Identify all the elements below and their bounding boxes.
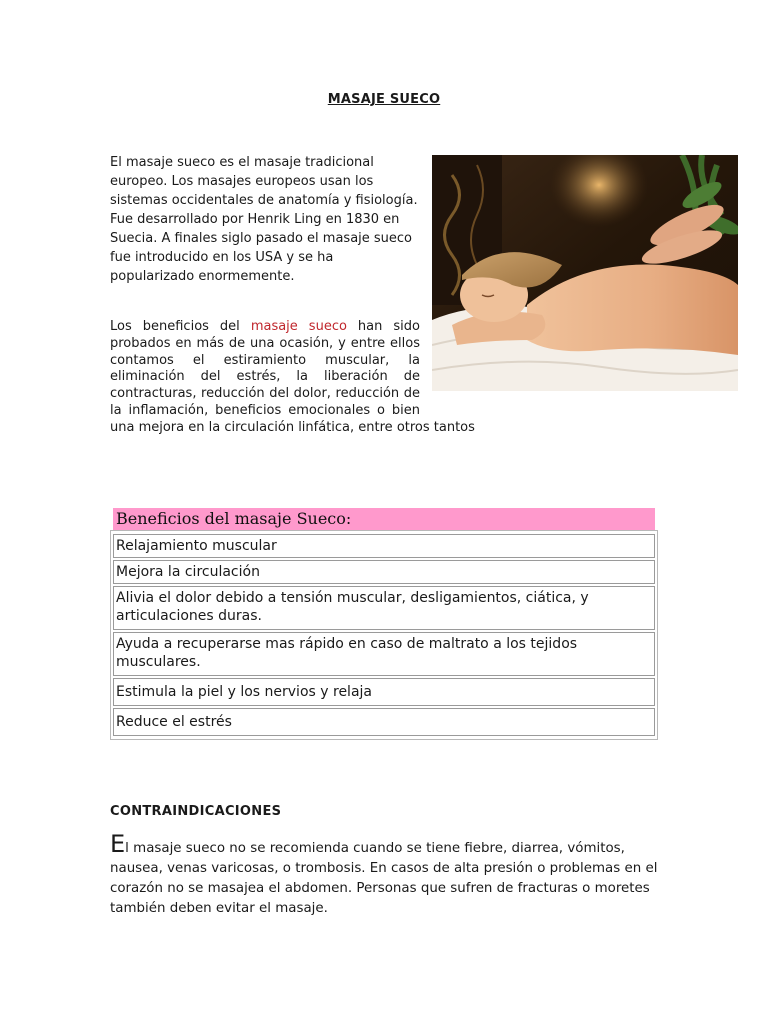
table-row: Estimula la piel y los nervios y relaja [113,678,655,706]
masaje-sueco-link[interactable]: masaje sueco [250,319,347,334]
contraindications-heading: CONTRAINDICACIONES [110,804,282,819]
benefits-list [110,530,658,740]
table-row: Reduce el estrés [113,708,655,736]
contraindications-paragraph [110,830,670,919]
drop-cap: E [110,830,126,858]
table-row: Mejora la circulación [113,560,655,584]
intro-paragraph: El masaje sueco es el masaje tradicional europeo. Los masajes europeos usan los sistemas occidentales de anatomía y fisiología. Fue desarrollado por Henrik Ling en 1830 en Suecia. A finales siglo pasado el masaje sueco fue introducido en los USA y se ha popularizado enormemente. [110,155,418,284]
benefits-paragraph-rest: han sido probados en más de una ocasión, y entre ellos contamos el estiramiento muscular, la eliminación del estrés, la liberación de contracturas, reducción del dolor, reducción de la inflamación, beneficios emocionales o bien una mejora en la circulación linfática, entre otros tantos [110,319,475,435]
page-title: MASAJE SUECO [327,92,441,107]
table-row: Alivia el dolor debido a tensión muscular, desligamientos, ciática, y articulaciones duras. [113,586,655,630]
benefits-paragraph-start: Los beneficios del [110,319,251,334]
benefits-table-header: Beneficios del masaje Sueco: [113,508,655,530]
table-row: Ayuda a recuperarse mas rápido en caso de maltrato a los tejidos musculares. [113,632,655,676]
benefits-table [110,508,658,740]
table-row: Relajamiento muscular [113,534,655,558]
benefits-paragraph [110,319,660,437]
contraindications-text: l masaje sueco no se recomienda cuando se tiene fiebre, diarrea, vómitos, nausea, venas varicosas, o trombosis. En casos de alta presión o problemas en el corazón no se masajea el abdomen. Personas que sufren de fracturas o moretes también deben evitar el masaje. [110,841,658,916]
